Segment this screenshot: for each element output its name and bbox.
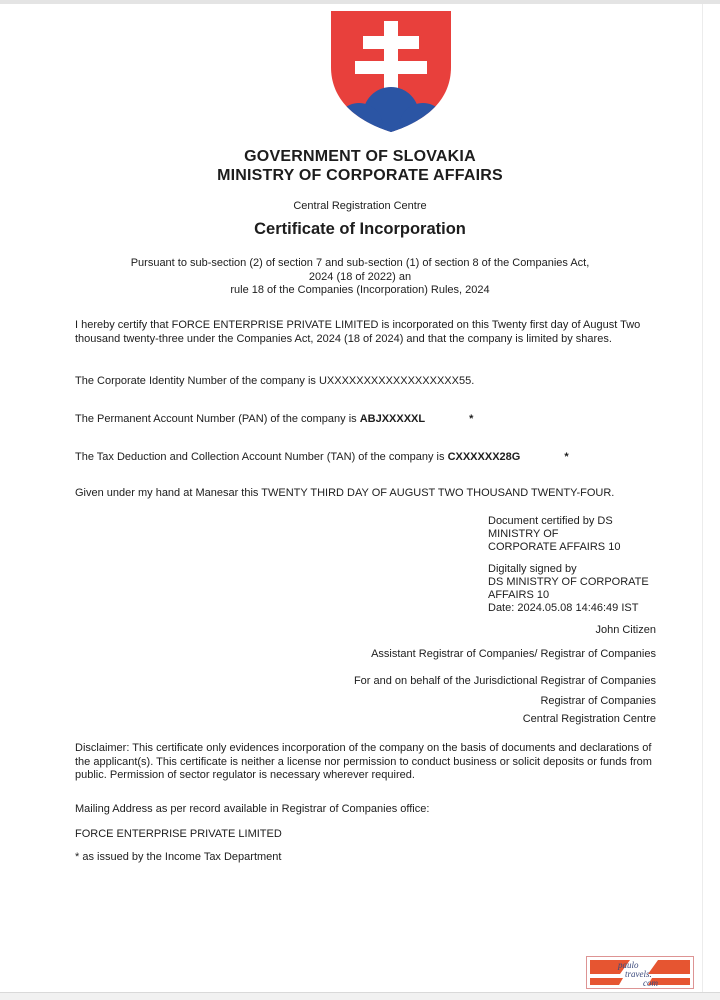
slovakia-coat-of-arms-icon xyxy=(329,9,453,133)
ds-signed-line-1: Digitally signed by xyxy=(488,562,577,575)
digital-signature-block xyxy=(488,515,693,615)
signatory-role-2: For and on behalf of the Jurisdictional Registrar of Companies xyxy=(353,675,656,687)
cin-line: The Corporate Identity Number of the company is UXXXXXXXXXXXXXXXXXX55. xyxy=(75,375,475,387)
ds-signed-line-3: AFFAIRS 10 xyxy=(488,589,550,602)
ds-certified-line-3: CORPORATE AFFAIRS 10 xyxy=(488,541,621,554)
ministry-line: MINISTRY OF CORPORATE AFFAIRS xyxy=(217,167,503,184)
pan-asterisk: * xyxy=(469,413,474,425)
tan-asterisk: * xyxy=(564,451,569,463)
signatory-role-4: Central Registration Centre xyxy=(522,713,656,725)
government-line: GOVERNMENT OF SLOVAKIA xyxy=(244,148,476,165)
government-header xyxy=(0,147,720,185)
logo-text-line-3: com xyxy=(643,978,658,988)
ds-certified-group xyxy=(488,515,693,555)
ds-signed-line-2: DS MINISTRY OF CORPORATE xyxy=(488,575,649,588)
signatory-role-3: Registrar of Companies xyxy=(540,695,656,707)
mailing-address-label: Mailing Address as per record available in Registrar of Companies office: xyxy=(75,803,430,815)
pursuant-line-3: rule 18 of the Companies (Incorporation) Rules, 2024 xyxy=(230,284,490,296)
tan-value: CXXXXXX28G xyxy=(447,451,521,463)
certificate-title: Certificate of Incorporation xyxy=(254,220,466,238)
disclaimer-text: Disclaimer: This certificate only evidences incorporation of the company on the basis of documents and declarations of the applicant(s). This certificate is neither a license nor permission to conduct business or solicit deposits or funds from public. Permission of sector regulator is necessary wherever required. xyxy=(75,742,652,781)
given-under-hand-line: Given under my hand at Manesar this TWENTY THIRD DAY OF AUGUST TWO THOUSAND TWENTY-FOUR. xyxy=(75,487,615,499)
tan-prefix: The Tax Deduction and Collection Account Number (TAN) of the company is xyxy=(75,451,448,463)
pursuant-line-1: Pursuant to sub-section (2) of section 7 and sub-section (1) of section 8 of the Companies Act, xyxy=(130,257,590,269)
ds-certified-line-1: Document certified by DS xyxy=(488,515,613,527)
pan-tan-footnote: * as issued by the Income Tax Department xyxy=(75,851,282,863)
signatory-name: John Citizen xyxy=(595,624,656,636)
pan-line xyxy=(75,413,653,427)
signatory-role-1: Assistant Registrar of Companies/ Registrar of Companies xyxy=(371,648,656,660)
ds-certified-line-2: MINISTRY OF xyxy=(488,528,559,541)
logo-text-line-2: travels. xyxy=(625,969,652,979)
ds-signed-group xyxy=(488,563,693,616)
pursuant-line-2: 2024 (18 of 2022) an xyxy=(308,270,412,283)
page-top-edge xyxy=(0,0,720,4)
tan-line xyxy=(75,451,653,465)
logo-text-line-1: paulo xyxy=(618,960,639,970)
company-name: FORCE ENTERPRISE PRIVATE LIMITED xyxy=(75,828,282,840)
pursuant-clause xyxy=(0,257,720,298)
pan-prefix: The Permanent Account Number (PAN) of the company is xyxy=(75,413,360,425)
registration-centre-label: Central Registration Centre xyxy=(293,200,427,212)
ds-signed-date: Date: 2024.05.08 14:46:49 IST xyxy=(488,602,639,615)
signatory-block xyxy=(156,624,656,726)
paulo-travels-watermark-logo xyxy=(586,956,694,989)
page-bottom-edge xyxy=(0,992,720,1000)
certification-statement: I hereby certify that FORCE ENTERPRISE PRIVATE LIMITED is incorporated on this Twenty first day of August Two thousand twenty-three under the Companies Act, 2024 (18 of 2024) and that the company is limited by shares. xyxy=(75,319,641,345)
pan-value: ABJXXXXXL xyxy=(359,413,426,425)
